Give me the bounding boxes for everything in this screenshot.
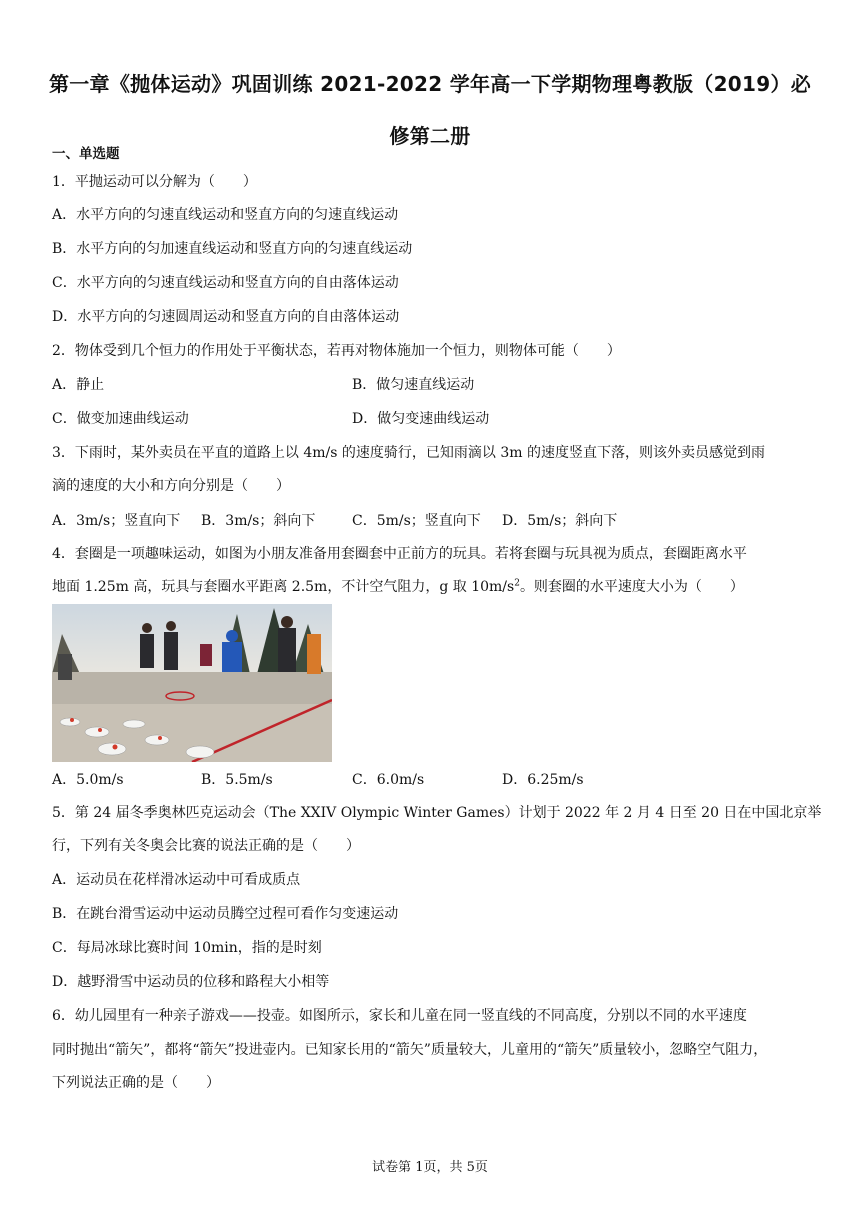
- q4-option-a: A．5.0m/s: [52, 772, 124, 788]
- q5-option-b: B．在跳台滑雪运动中运动员腾空过程可看作匀变速运动: [52, 906, 399, 922]
- q3-stem-line-2: 滴的速度的大小和方向分别是（ ）: [52, 478, 290, 494]
- q5-stem-line-2: 行，下列有关冬奥会比赛的说法正确的是（ ）: [52, 838, 360, 854]
- document-title: [40, 58, 820, 162]
- ring-toss-photo: [52, 604, 332, 762]
- q1-option-c: C．水平方向的匀速直线运动和竖直方向的自由落体运动: [52, 275, 399, 291]
- ring-toss-illustration: [52, 604, 332, 762]
- q3-option-c: C．5m/s；竖直向下: [352, 513, 481, 529]
- q2-option-d: D．做匀变速曲线运动: [352, 411, 490, 427]
- q5-option-a: A．运动员在花样滑冰运动中可看成质点: [52, 872, 301, 888]
- q3-option-a: A．3m/s；竖直向下: [52, 513, 181, 529]
- q5-option-d: D．越野滑雪中运动员的位移和路程大小相等: [52, 974, 330, 990]
- q2-option-a: A．静止: [52, 377, 105, 393]
- q2-stem: 2．物体受到几个恒力的作用处于平衡状态，若再对物体施加一个恒力，则物体可能（ ）: [52, 343, 621, 359]
- q4-stem-line-2: [52, 577, 744, 597]
- q2-option-c: C．做变加速曲线运动: [52, 411, 189, 427]
- q4-stem-text-end: 。则套圈的水平速度大小为（ ）: [519, 579, 744, 595]
- q4-stem-line-1: 4．套圈是一项趣味运动，如图为小朋友准备用套圈套中正前方的玩具。若将套圈与玩具视为质点，套圈距离水平: [52, 546, 747, 562]
- page-footer: 试卷第 1页，共 5页: [372, 1160, 488, 1175]
- q6-stem-line-1: 6．幼儿园里有一种亲子游戏——投壶。如图所示，家长和儿童在同一竖直线的不同高度，分别以不同的水平速度: [52, 1008, 747, 1024]
- q1-stem: 1．平抛运动可以分解为（ ）: [52, 174, 257, 190]
- q6-stem-line-2: 同时抛出“箭矢”，都将“箭矢”投进壶内。已知家长用的“箭矢”质量较大，儿童用的“箭矢”质量较小，忽略空气阻力，: [52, 1042, 768, 1058]
- q4-superscript: 2: [514, 578, 520, 589]
- q6-stem-line-3: 下列说法正确的是（ ）: [52, 1075, 220, 1091]
- q5-option-c: C．每局冰球比赛时间 10min，指的是时刻: [52, 940, 322, 956]
- title-line-2: 修第二册: [389, 124, 471, 148]
- q3-option-d: D．5m/s；斜向下: [502, 513, 618, 529]
- q4-option-d: D．6.25m/s: [502, 772, 584, 788]
- q1-option-b: B．水平方向的匀加速直线运动和竖直方向的匀速直线运动: [52, 241, 413, 257]
- q1-option-d: D．水平方向的匀速圆周运动和竖直方向的自由落体运动: [52, 309, 400, 325]
- q4-option-c: C．6.0m/s: [352, 772, 425, 788]
- q3-stem-line-1: 3．下雨时，某外卖员在平直的道路上以 4m/s 的速度骑行，已知雨滴以 3m 的速度竖直下落，则该外卖员感觉到雨: [52, 445, 765, 461]
- section-heading: 一、单选题: [52, 146, 120, 162]
- q3-option-b: B．3m/s；斜向下: [201, 513, 316, 529]
- q5-stem-line-1: 5．第 24 届冬季奥林匹克运动会（The XXIV Olympic Winter Games）计划于 2022 年 2 月 4 日至 20 日在中国北京举: [52, 805, 822, 821]
- q1-option-a: A．水平方向的匀速直线运动和竖直方向的匀速直线运动: [52, 207, 399, 223]
- q4-option-b: B．5.5m/s: [201, 772, 273, 788]
- q4-stem-text: 地面 1.25m 高，玩具与套圈水平距离 2.5m，不计空气阻力，g 取 10m/s: [52, 579, 515, 595]
- q2-option-b: B．做匀速直线运动: [352, 377, 475, 393]
- title-line-1: 第一章《抛体运动》巩固训练 2021-2022 学年高一下学期物理粤教版（2019）必: [48, 72, 812, 96]
